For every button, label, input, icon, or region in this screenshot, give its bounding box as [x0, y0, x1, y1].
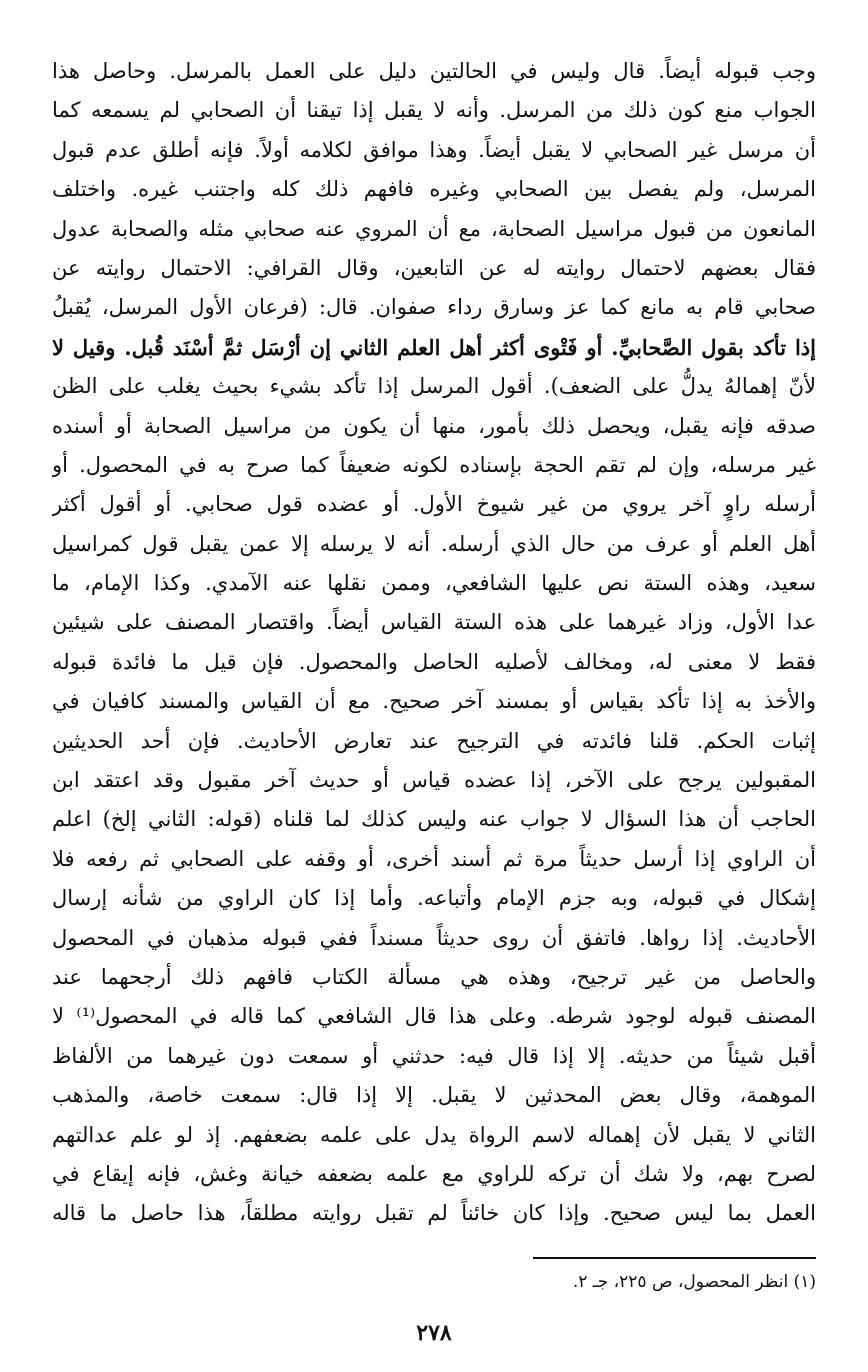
text-line: صدقه فإنه يقبل، ويحصل ذلك بأمور، منها أن يكون من مراسيل الصحابة أو أسنده — [52, 413, 816, 438]
page-number: ٢٧٨ — [416, 1320, 452, 1346]
text-line: إثبات الحكم. قلنا فائدته في الترجيح عند تعارض الأحاديث. فإن أحد الحديثين — [52, 728, 816, 753]
text-line: أرسله راوٍ آخر يروي من غير شيوخ الأول. أو عضده قول صحابي. أو أقول أكثر — [52, 492, 816, 517]
text-line: المرسل، ولم يفصل بين الصحابي وغيره فافهم ذلك كله واجتنب غيره. واختلف — [52, 177, 816, 202]
text-line: أن مرسل غير الصحابي لا يقبل أيضاً. وهذا موافق لكلامه أولاً. فإنه أطلق عدم قبول — [52, 137, 816, 162]
text-line: أهل العلم أو عرف من حال الذي أرسله. أنه لا يرسله إلا عمن يقبل قول كمراسيل — [52, 531, 816, 556]
footnote-divider — [533, 1257, 816, 1259]
text-line: الأحاديث. إذا رواها. فاتفق أن روى حديثاً مسنداً ففي قبوله مذهبان في المحصول — [52, 925, 816, 950]
text-line: إشكال في قبوله، وبه جزم الإمام وأتباعه. وأما إذا كان الراوي من شأنه إرسال — [52, 886, 816, 911]
text-line: أقبل شيئاً من حديثه. إلا إذا قال فيه: حدثني أو سمعت دون غيرهما من الألفاظ — [52, 1043, 816, 1068]
text-line: المصنف قبوله لوجود شرطه. وعلى هذا قال الشافعي كما قاله في المحصول⁽¹⁾ لا — [52, 1004, 816, 1029]
text-line: والأخذ به إذا تأكد بقياس أو بمسند آخر صحيح. مع أن القياس والمسند كافيان في — [52, 689, 816, 714]
text-line: فقط لا معنى له، ومخالف لأصليه الحاصل والمحصول. فإن قيل ما فائدة قبوله — [52, 649, 816, 674]
text-line: أن الراوي إذا أرسل حديثاً مرة ثم أسند أخرى، أو وقفه على الصحابي ثم رفعه فلا — [52, 846, 816, 871]
body-text — [52, 52, 816, 1234]
text-line: الحاجب أن هذا السؤال لا جواب عنه وليس كذلك لما قلناه (قوله: الثاني إلخ) اعلم — [52, 807, 816, 832]
text-line: والحاصل من غير ترجيح، وهذه هي مسألة الكتاب فافهم ذلك أرجحهما عند — [52, 964, 816, 989]
text-line-quoted-matn: إذا تأكد بقول الصَّحابيِّ. أو فَتْوى أكثر أهل العلم الثاني إن أرْسَل ثمَّ أسْنَد قُبل. وقيل لا — [52, 334, 816, 360]
text-line: الموهمة، وقال بعض المحدثين لا يقبل. إلا إذا قال: سمعت خاصة، والمذهب — [52, 1083, 816, 1108]
text-line: الجواب منع كون ذلك من المرسل. وأنه لا يقبل إذا تيقنا أن الصحابي لم يسمعه كما — [52, 98, 816, 123]
text-line: وجب قبوله أيضاً. قال وليس في الحالتين دليل على العمل بالمرسل. وحاصل هذا — [52, 59, 816, 83]
text-line: سعيد، وهذه الستة نص عليها الشافعي، وممن نقلها عنه الآمدي. وكذا الإمام، ما — [52, 571, 816, 596]
text-line: الثاني لا يقبل لأن إهماله لاسم الرواة يدل على علمه بضعفهم. إذ لو علم عدالتهم — [52, 1122, 816, 1147]
text-line: غير مرسله، وإن لم تقم الحجة بإسناده لكونه ضعيفاً كما صرح به في المحصول. أو — [52, 452, 816, 477]
text-line: لصرح بهم، ولا شك أن تركه للراوي مع علمه بضعفه خيانة وغش، فإنه إيقاع في — [52, 1161, 816, 1186]
text-line: فقال بعضهم لاحتمال روايته له عن التابعين، وقال القرافي: الاحتمال روايته عن — [52, 255, 816, 280]
text-line: المقبولين يرجح على الآخر، إذا عضده قياس أو حديث آخر مقبول وقد اعتقد ابن — [52, 768, 816, 793]
text-line: المانعون من قبول مراسيل الصحابة، مع أن المروي عنه صحابي مثله والصحابة عدول — [52, 216, 816, 241]
text-line: صحابي قام به مانع كما عز وسارق رداء صفوان. قال: (فرعان الأول المرسل، يُقبلُ — [52, 295, 816, 320]
text-line: لأنّ إهمالهُ يدلُّ على الضعف). أقول المرسل إذا تأكد بشيء بحيث يغلب على الظن — [52, 374, 816, 399]
footnote: (١) انظر المحصول، ص ٢٢٥، جـ ٢. — [572, 1272, 816, 1292]
text-line: العمل بما ليس صحيح. وإذا كان خائناً لم تقبل روايته مطلقاً، هذا حاصل ما قاله — [52, 1201, 816, 1226]
text-line: عدا الأول، وزاد غيرهما على هذه الستة القياس أيضاً. واقتصار المصنف على شيئين — [52, 610, 816, 635]
